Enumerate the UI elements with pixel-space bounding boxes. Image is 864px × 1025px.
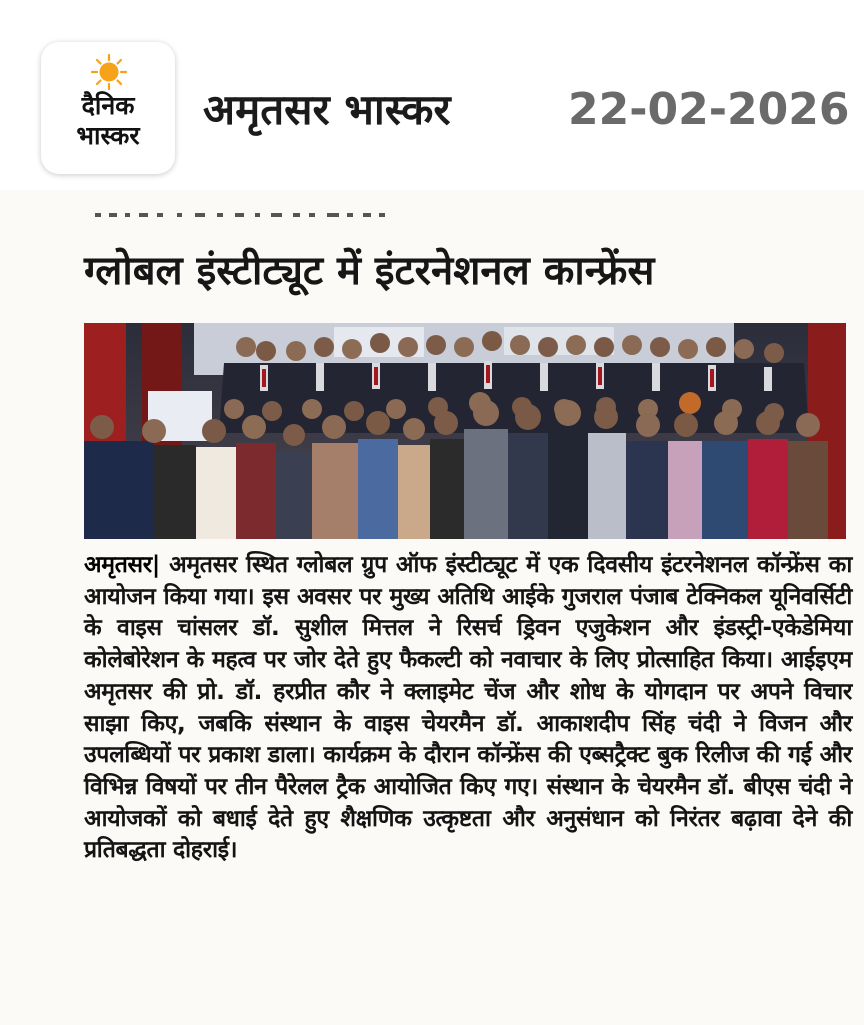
article-body <box>84 550 852 867</box>
article-dateline: अमृतसर| <box>84 552 160 578</box>
article-text: अमृतसर स्थित ग्लोबल ग्रुप ऑफ इंस्टीट्यूट में एक दिवसीय इंटरनेशनल कॉन्फ्रेंस का आयोजन किया गया। इस अवसर पर मुख्य अतिथि आईके गुजराल पंजाब टेक्निकल यूनिवर्सिटी के वाइस चांसलर डॉ. सुशील मित्तल ने रिसर्च ड्रिवन एजुकेशन और इंडस्ट्री-एकेडेमिया कोलेबोरेशन के महत्व पर जोर देते हुए फैकल्टी को नवाचार के लिए प्रोत्साहित किया। आईइएम अमृतसर की प्रो. डॉ. हरप्रीत कौर ने क्लाइमेट चेंज और शोध के योगदान पर अपने विचार साझा किए, जबकि संस्थान के वाइस चेयरमैन डॉ. आकाशदीप सिंह चंदी ने विजन और उपलब्धियों पर प्रकाश डाला। कार्यक्रम के दौरान कॉन्फ्रेंस की एब्सट्रैक्ट बुक रिलीज की गई और विभिन्न विषयों पर तीन पैरेलल ट्रैक आयोजित किए गए। संस्थान के चेयरमैन डॉ. बीएस चंदी ने आयोजकों को बधाई देते हुए शैक्षणिक उत्कृष्टता और अनुसंधान को निरंतर बढ़ावा देने की प्रतिबद्धता दोहराई। <box>84 552 852 864</box>
logo-text-line2: भास्कर <box>76 121 140 150</box>
sun-icon <box>91 54 127 90</box>
article-headline: ग्लोबल इंस्टीट्यूट में इंटरनेशनल कान्फ्रेंस <box>84 248 655 294</box>
conference-group-photo <box>84 323 846 539</box>
cut-off-text-line <box>95 210 395 220</box>
app-header <box>0 0 864 190</box>
newspaper-clipping <box>0 190 864 1025</box>
dainik-bhaskar-logo[interactable] <box>41 42 175 174</box>
edition-title: अमृतसर भास्कर <box>203 85 451 134</box>
edition-date: 22-02-2026 <box>568 84 850 135</box>
logo-text-line1: दैनिक <box>81 91 135 120</box>
